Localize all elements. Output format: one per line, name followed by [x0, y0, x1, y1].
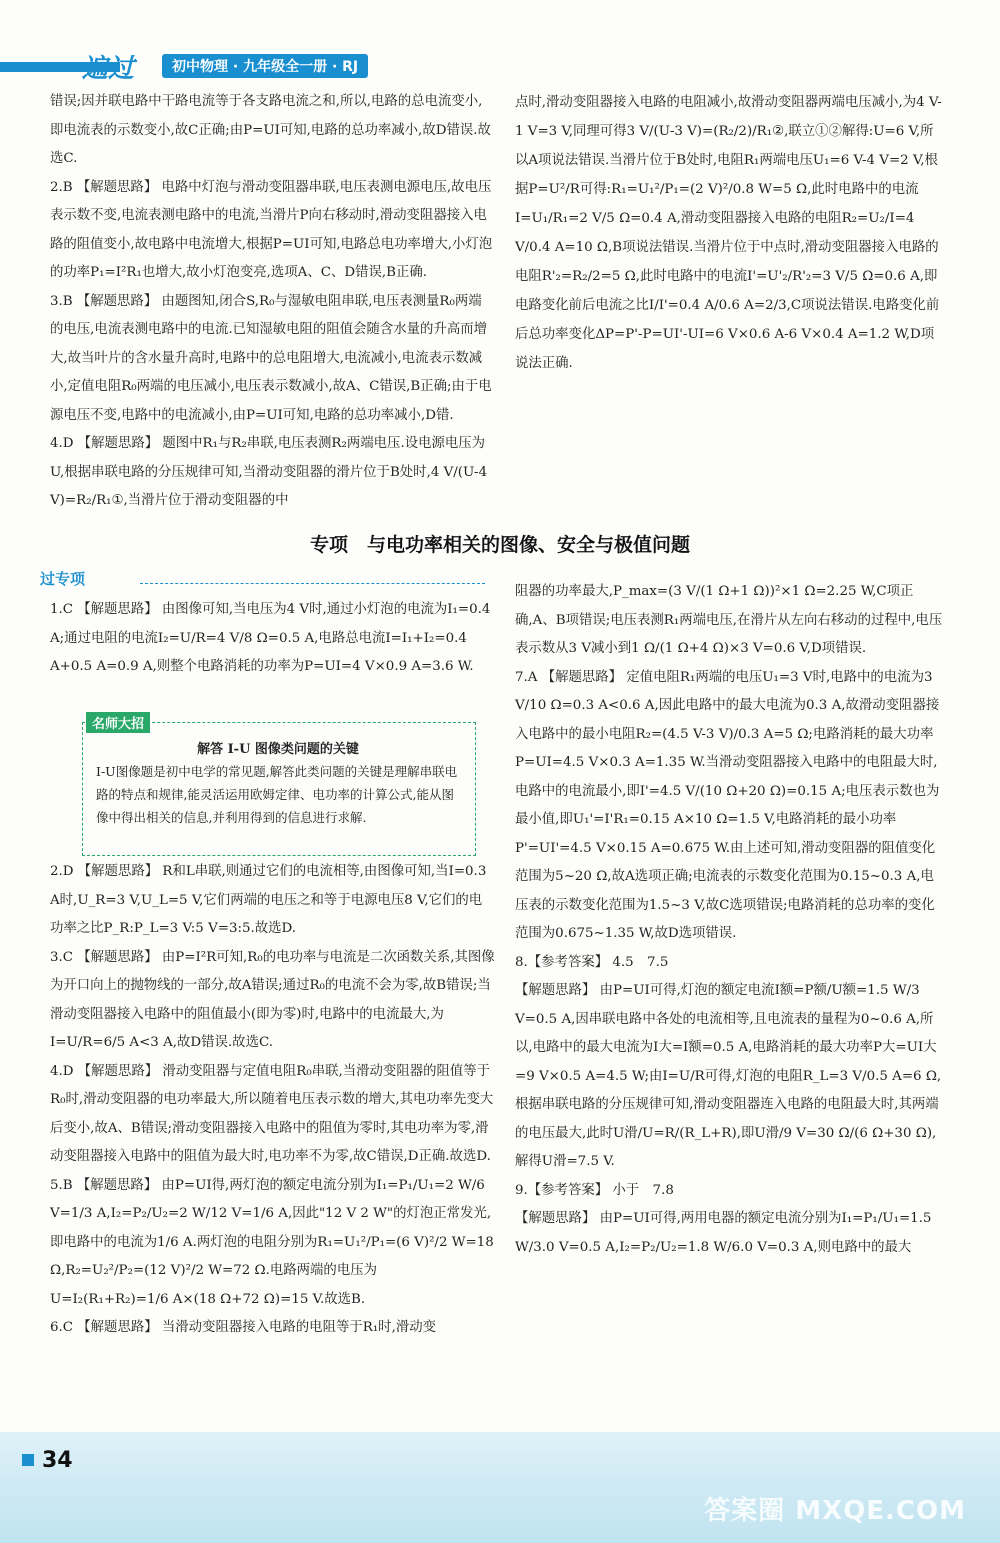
top-right-column: [515, 88, 945, 378]
page-header: [0, 48, 420, 84]
subject-badge: 初中物理 · 九年级全一册 · RJ: [162, 54, 368, 78]
tip-title: 解答 I-U 图像类问题的关键: [197, 742, 359, 757]
paragraph: 3.B 【解题思路】 由题图知,闭合S,R₀与湿敏电阻串联,电压表测量R₀两端的电压,电流表测电路中的电流.已知湿敏电阻的阻值会随含水量的升高而增大,故当叶片的含水量升高时,电路中的总电阻增大,电流减小,电流表示数减小,定值电阻R₀两端的电压减小,电压表示数减小,故A、C错误,B正确;由于电源电压不变,电路中的电流减小,由P=UI可知,电路的总功率减小,D错.: [50, 293, 492, 423]
tip-text: I-U图像题是初中电学的常见题,解答此类问题的关键是理解串联电路的特点和规律,能灵活运用欧姆定律、电功率的计算公式,能从图像中得出相关的信息,并利用得到的信息进行求解.: [96, 764, 458, 825]
tip-label: 名师大招: [86, 712, 150, 733]
paragraph: 9.【参考答案】 小于 7.8: [515, 1182, 674, 1198]
paragraph: 点时,滑动变阻器接入电路的电阻减小,故滑动变阻器两端电压减小,为4 V-1 V=3 V,同理可得3 V/(U-3 V)=(R₂/2)/R₁②,联立①②解得:U=6 V,所以A项说法错误.当滑片位于B处时,电阻R₁两端电压U₁=6 V-4 V=2 V,根据P=U²/R可得:R₁=U₁²/P₁=(2 V)²/0.8 W=5 Ω,此时电路中的电流I=U₁/R₁=2 V/5 Ω=0.4 A,滑动变阻器接入电路的电阻R₂=U₂/I=4 V/0.4 A=10 Ω,B项说法错误.当滑片位于中点时,滑动变阻器接入电路的电阻R'₂=R₂/2=5 Ω,此时电路中的电流I'=U'₂/R'₂=3 V/5 Ω=0.6 A,即电路变化前后电流之比I/I'=0.4 A/0.6 A=2/3,C项说法错误.电路变化前后总功率变化ΔP=P'-P=UI'-UI=6 V×0.6 A-6 V×0.4 A=1.2 W,D项说法正确.: [515, 95, 942, 371]
bottom-left-column-1: [50, 596, 495, 682]
practice-label: 过专项: [40, 570, 86, 588]
bottom-left-column-2: [50, 858, 495, 1343]
paragraph: 4.D 【解题思路】 题图中R₁与R₂串联,电压表测R₂两端电压.设电源电压为U,根据串联电路的分压规律可知,当滑动变阻器的滑片位于B处时,4 V/(U-4 V)=R₂/R₁①,当滑片位于滑动变阻器的中: [50, 436, 488, 508]
paragraph: 2.D 【解题思路】 R和L串联,则通过它们的电流相等,由图像可知,当I=0.3 A时,U_R=3 V,U_L=5 V,它们两端的电压之和等于电源电压8 V,它们的电功率之比P_R:P_L=3 V:5 V=3:5.故选D.: [50, 864, 487, 936]
paragraph: 2.B 【解题思路】 电路中灯泡与滑动变阻器串联,电压表测电源电压,故电压表示数不变,电流表测电路中的电流,当滑片P向右移动时,滑动变阻器接入电路的阻值变小,故电路中电流增大,根据P=UI可知,电路总电功率增大,小灯泡的功率P₁=I²R₁也增大,故小灯泡变亮,选项A、C、D错误,B正确.: [50, 179, 493, 280]
page-marker: [22, 1454, 34, 1466]
section-title: 专项 与电功率相关的图像、安全与极值问题: [309, 534, 690, 556]
paragraph: 5.B 【解题思路】 由P=UI得,两灯泡的额定电流分别为I₁=P₁/U₁=2 W/6 V=1/3 A,I₂=P₂/U₂=2 W/12 V=1/6 A,因此"12 V 2 W"的灯泡正常发光,即电路中的电流为1/6 A.两灯泡的电阻分别为R₁=U₁²/P₁=(6 V)²/2 W=18 Ω,R₂=U₂²/P₂=(12 V)²/2 W=72 Ω.电路两端的电压为U=I₂(R₁+R₂)=1/6 A×(18 Ω+72 Ω)=15 V.故选B.: [50, 1177, 494, 1307]
paragraph: 3.C 【解题思路】 由P=I²R可知,R₀的电功率与电流是二次函数关系,其图像为开口向上的抛物线的一部分,故A错误;通过R₀的电流不会为零,故B错误;当滑动变阻器接入电路中的阻值最小(即为零)时,电路中的电流最大,为I=U/R=6/5 A<3 A,故D错误.故选C.: [50, 949, 495, 1050]
paragraph: 错误;因并联电路中干路电流等于各支路电流之和,所以,电路的总电流变小,即电流表的示数变小,故C正确;由P=UI可知,电路的总功率减小,故D错误.故选C.: [50, 94, 491, 166]
bottom-right-column: [515, 578, 945, 1262]
paragraph: 1.C 【解题思路】 由图像可知,当电压为4 V时,通过小灯泡的电流为I₁=0.4 A;通过电阻的电流I₂=U/R=4 V/8 Ω=0.5 A,电路总电流I=I₁+I₂=0.4 A+0.5 A=0.9 A,则整个电路消耗的功率为P=UI=4 V×0.9 A=3.6 W.: [50, 602, 491, 674]
paragraph: 【解题思路】 由P=UI可得,两用电器的额定电流分别为I₁=P₁/U₁=1.5 W/3.0 V=0.5 A,I₂=P₂/U₂=1.8 W/6.0 V=0.3 A,则电路中的最大: [515, 1211, 932, 1255]
page-number: 34: [42, 1448, 73, 1473]
top-left-column: [50, 88, 495, 516]
paragraph: 【解题思路】 由P=UI可得,灯泡的额定电流I额=P额/U额=1.5 W/3 V=0.5 A,因串联电路中各处的电流相等,且电流表的量程为0~0.6 A,所以,电路中的最大电流为I大=I额=0.5 A,电路消耗的最大功率P大=UI大=9 V×0.5 A=4.5 W;由I=U/R可得,灯泡的电阻R_L=3 V/0.5 A=6 Ω,根据串联电路的分压规律可知,滑动变阻器连入电路的电阻最大时,其两端的电压最大,此时U滑/U=R/(R_L+R),即U滑/9 V=30 Ω/(6 Ω+30 Ω),解得U滑=7.5 V.: [515, 983, 942, 1169]
brand-logo: 一遍过: [56, 54, 135, 84]
watermark: 答案圈 MXQE.COM: [704, 1496, 966, 1526]
paragraph: 4.D 【解题思路】 滑动变阻器与定值电阻R₀串联,当滑动变阻器的阻值等于R₀时,滑动变阻器的电功率最大,所以随着电压表示数的增大,其电功率先变大后变小,故A、B错误;滑动变阻器接入电路中的阻值为零时,其电功率为零,滑动变阻器接入电路中的阻值为最大时,电功率不为零,故C错误,D正确.故选D.: [50, 1063, 494, 1164]
divider: [140, 583, 485, 584]
paragraph: 8.【参考答案】 4.5 7.5: [515, 954, 669, 970]
paragraph: 6.C 【解题思路】 当滑动变阻器接入电路的电阻等于R₁时,滑动变: [50, 1320, 437, 1335]
paragraph: 阻器的功率最大,P_max=(3 V/(1 Ω+1 Ω))²×1 Ω=2.25 W,C项正确,A、B项错误;电压表测R₁两端电压,在滑片从左向右移动的过程中,电压表示数从3 V减小到1 Ω/(1 Ω+4 Ω)×3 V=0.6 V,D项错误.: [515, 584, 943, 656]
paragraph: 7.A 【解题思路】 定值电阻R₁两端的电压U₁=3 V时,电路中的电流为3 V/10 Ω=0.3 A<0.6 A,因此电路中的最大电流为0.3 A,故滑动变阻器接入电路中的最小电阻R₂=(4.5 V-3 V)/0.3 A=5 Ω;电路消耗的最大功率P=UI=4.5 V×0.3 A=1.35 W.当滑动变阻器接入电路中的电阻最大时,电路中的电流最小,即I'=4.5 V/(10 Ω+20 Ω)=0.15 A;电压表示数也为最小值,即U₁'=I'R₁=0.15 A×10 Ω=1.5 V,电路消耗的最小功率P'=UI'=4.5 V×0.15 A=0.675 W.由上述可知,滑动变阻器的阻值变化范围为5~20 Ω,故A选项正确;电流表的示数变化范围为0.15~0.3 A,电压表的示数变化范围为1.5~3 V,故C选项错误;电路消耗的总功率的变化范围为0.675~1.35 W,故D选项错误.: [515, 669, 940, 941]
